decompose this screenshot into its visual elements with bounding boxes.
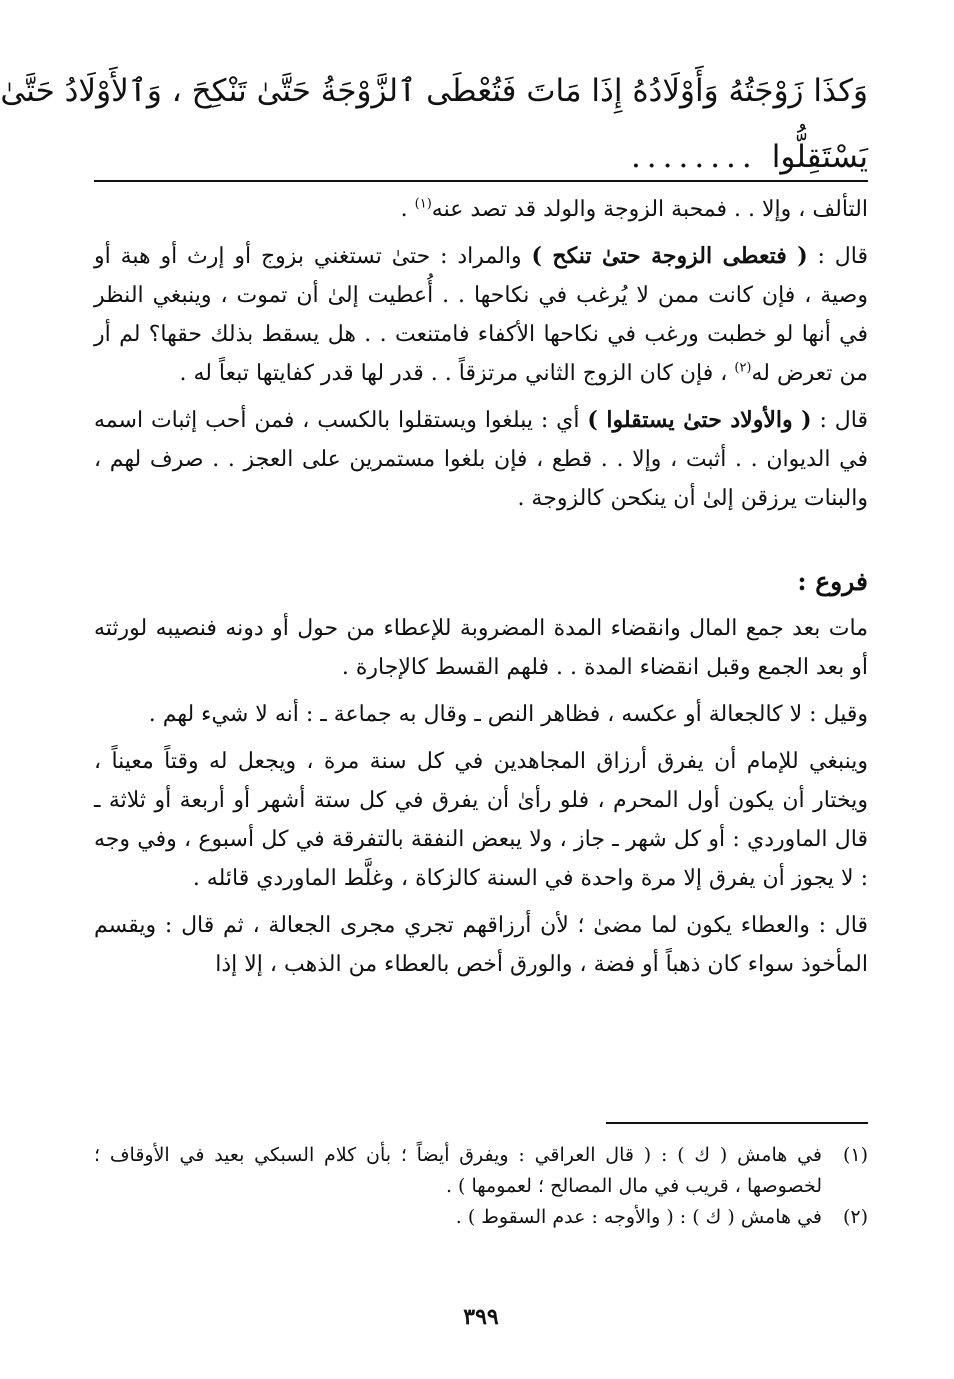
paragraph-3-text: أي : يبلغوا ويستقلوا بالكسب ، فمن أحب إثبات اسمه في الديوان . . أثبت ، وإلا . . قطع ، فإن بلغوا مستمرين على العجز . . صرف لهم ، والبنات يرزقن إلىٰ أن ينكحن كالزوجة . bbox=[94, 408, 868, 511]
ellipsis-dots: ........ bbox=[630, 139, 758, 175]
paragraph-1-end: . bbox=[400, 197, 415, 222]
commentary-paragraph-2 bbox=[94, 237, 868, 393]
paragraph-2-lead: قال : bbox=[807, 244, 868, 269]
commentary bbox=[94, 190, 868, 992]
footnote-1 bbox=[94, 1140, 868, 1202]
main-text bbox=[0, 58, 868, 190]
paragraph-1-text: التألف ، وإلا . . فمحبة الزوجة والولد قد تصد عنه bbox=[431, 197, 868, 222]
footnote-1-number: (١) bbox=[842, 1144, 868, 1166]
quoted-matn-1: ( فتعطى الزوجة حتىٰ تنكح ) bbox=[531, 243, 808, 269]
page-number: ٣٩٩ bbox=[463, 1304, 499, 1330]
paragraph-3-lead: قال : bbox=[811, 408, 868, 433]
footnote-2-number: (٢) bbox=[842, 1206, 868, 1228]
commentary-paragraph-3 bbox=[94, 401, 868, 518]
footnote-2 bbox=[94, 1202, 868, 1233]
paragraph-2-text-b: ، فإن كان الزوج الثاني مرتزقاً . . قدر لها قدر كفايتها تبعاً له . bbox=[179, 361, 735, 386]
main-text-line-1: وَكذَا زَوْجَتُهُ وَأَوْلَادُهُ إِذَا مَاتَ فَتُعْطَى ٱلزَّوْجَةُ حَتَّىٰ تَنْكِحَ ، وَٱلأَوْلَادُ حَتَّىٰ bbox=[0, 73, 868, 109]
section-heading: فروع : bbox=[797, 567, 868, 596]
quoted-matn-2: ( والأولاد حتىٰ يستقلوا ) bbox=[587, 407, 812, 433]
commentary-paragraph-7: قال : والعطاء يكون لما مضىٰ ؛ لأن أرزاقهم تجري مجرى الجعالة ، ثم قال : ويقسم المأخوذ سواء كان ذهباً أو فضة ، والورق أخص بالعطاء من الذهب ، إلا إذا bbox=[94, 913, 868, 977]
footnote-divider bbox=[606, 1122, 868, 1124]
commentary-paragraph-6: وينبغي للإمام أن يفرق أرزاق المجاهدين في كل سنة مرة ، ويجعل له وقتاً معيناً ، ويختار أن يكون أول المحرم ، فلو رأىٰ أن يفرق في كل ستة أشهر أو أربعة أو ثلاثة ـ قال الماوردي : أو كل شهر ـ جاز ، ولا يبعض النفقة بالتفرقة في كل أسبوع ، وفي وجه : لا يجوز أن يفرق إلا مرة واحدة في السنة كالزكاة ، وغلَّط الماوردي قائله . bbox=[94, 749, 868, 891]
footnote-2-text: في هامش ( ك ) : ( والأوجه : عدم السقوط ) . bbox=[455, 1206, 822, 1228]
commentary-paragraph-4: مات بعد جمع المال وانقضاء المدة المضروبة للإعطاء من حول أو دونه فنصيبه لورثته أو بعد الجمع وقبل انقضاء المدة . . فلهم القسط كالإجارة . bbox=[94, 616, 868, 680]
footnotes bbox=[94, 1140, 868, 1233]
main-text-divider bbox=[94, 180, 868, 182]
footnote-1-text: في هامش ( ك ) : ( قال العراقي : ويفرق أيضاً ؛ بأن كلام السبكي بعيد في الأوقاف ؛ لخصوصها ، قريب في مال المصالح ؛ لعمومها ) . bbox=[94, 1144, 822, 1197]
footnote-ref-1: (١) bbox=[414, 196, 432, 212]
main-text-line-2-words: يَسْتَقِلُّوا bbox=[771, 139, 868, 175]
commentary-paragraph-5: وقيل : لا كالجعالة أو عكسه ، فظاهر النص ـ وقال به جماعة ـ : أنه لا شيء لهم . bbox=[148, 702, 868, 727]
paragraph-2-text-a: والمراد : حتىٰ تستغني بزوج أو إرث أو هبة أو وصية ، فإن كانت ممن لا يُرغب في نكاحها . . أُعطيت إلىٰ أن تموت ، وينبغي النظر في أنها لو خطبت ورغب في نكاحها الأكفاء فامتنعت . . هل يسقط بذلك حقها؟ لم أر من تعرض له bbox=[94, 244, 868, 386]
commentary-paragraph-1 bbox=[94, 190, 868, 229]
footnote-ref-2: (٢) bbox=[734, 360, 752, 376]
